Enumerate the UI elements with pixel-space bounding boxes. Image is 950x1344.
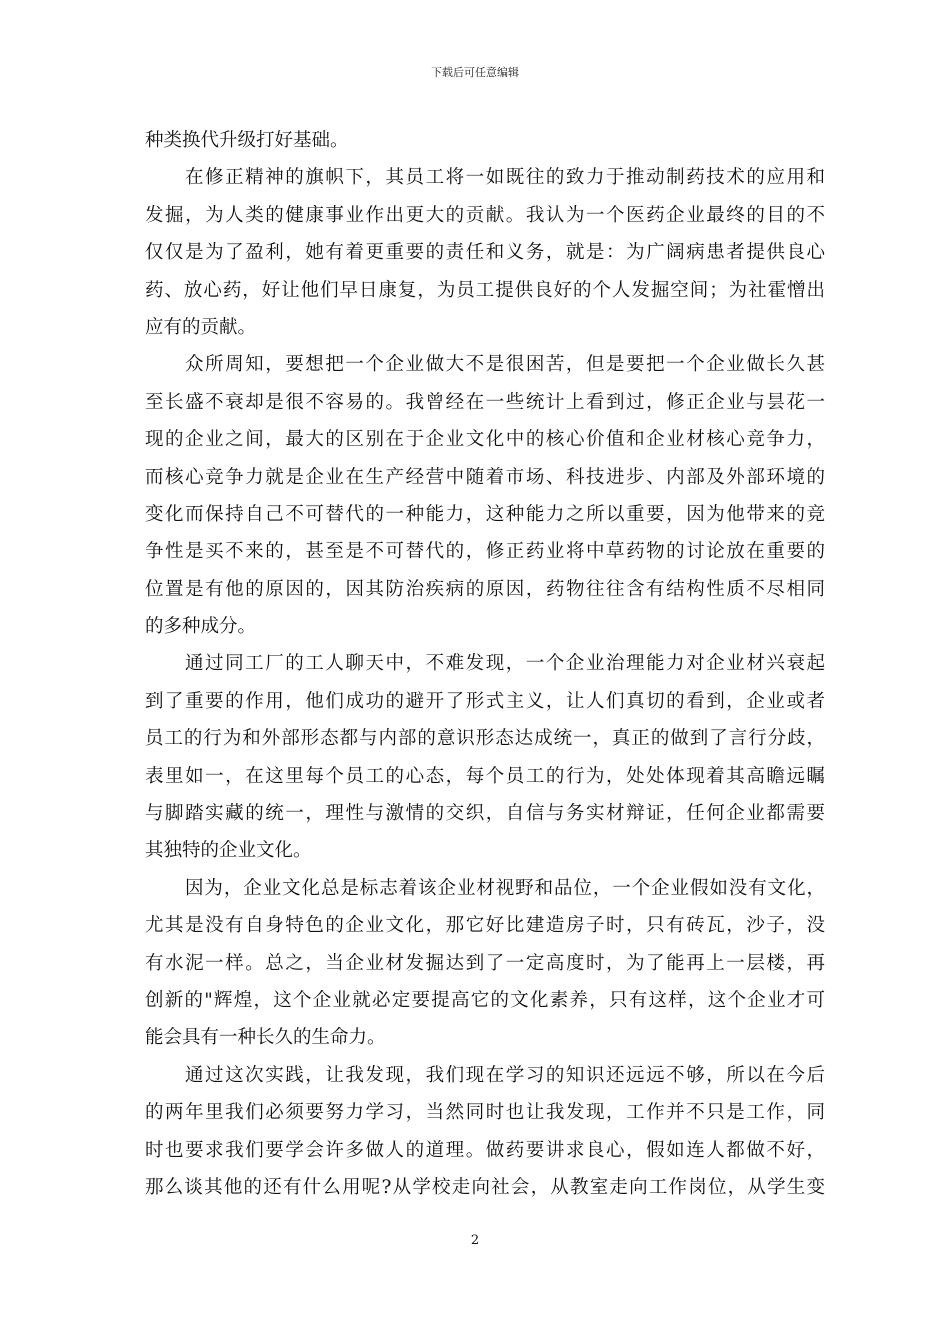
text-line: 众所周知，要想把一个企业做大不是很困苦，但是要把一个企业做长久甚 <box>185 354 825 376</box>
text-line: 表里如一，在这里每个员工的心态，每个员工的行为，处处体现着其高瞻远瞩 <box>145 765 825 787</box>
text-line: 因为，企业文化总是标志着该企业材视野和品位，一个企业假如没有文化， <box>185 877 825 899</box>
text-line: 那么谈其他的还有什么用呢?从学校走向社会，从教室走向工作岗位，从学生变 <box>145 1176 825 1198</box>
page-number: 2 <box>470 1233 480 1248</box>
text-line: 的多种成分。 <box>145 616 257 638</box>
page-header: 下载后可任意编辑 <box>431 66 519 79</box>
text-line: 创新的"辉煌，这个企业就必定要提高它的文化素养，只有这样，这个企业才可 <box>145 989 825 1011</box>
body-text <box>145 122 825 1206</box>
text-line: 位置是有他的原因的，因其防治疾病的原因，药物往往含有结构性质不尽相同 <box>145 578 825 600</box>
text-line: 药、放心药，好让他们早日康复，为员工提供良好的个人发掘空间；为社霍憎出 <box>145 279 825 301</box>
text-line: 发掘，为人类的健康事业作出更大的贡献。我认为一个医药企业最终的目的不 <box>145 204 825 226</box>
text-line: 员工的行为和外部形态都与内部的意识形态达成统一，真正的做到了言行分歧， <box>145 728 825 750</box>
text-line: 通过这次实践，让我发现，我们现在学习的知识还远远不够，所以在今后 <box>185 1064 825 1086</box>
text-line: 变化而保持自己不可替代的一种能力，这种能力之所以重要，因为他带来的竞 <box>145 503 825 525</box>
text-line: 能会具有一种长久的生命力。 <box>145 1027 386 1049</box>
text-line: 种类换代升级打好基础。 <box>145 130 349 151</box>
text-line: 尤其是没有自身特色的企业文化，那它好比建造房子时，只有砖瓦，沙子，没 <box>145 915 825 937</box>
text-line: 至长盛不衰却是很不容易的。我曾经在一些统计上看到过，修正企业与昙花一 <box>145 391 825 413</box>
text-line: 仅仅是为了盈利，她有着更重要的责任和义务，就是：为广阔病患者提供良心 <box>145 242 825 264</box>
text-line: 到了重要的作用，他们成功的避开了形式主义，让人们真切的看到，企业或者 <box>145 690 825 712</box>
text-line: 通过同工厂的工人聊天中，不难发现，一个企业治理能力对企业材兴衰起 <box>185 653 825 675</box>
text-line: 而核心竞争力就是企业在生产经营中随着市场、科技进步、内部及外部环境的 <box>145 466 825 488</box>
text-line: 与脚踏实藏的统一，理性与激情的交织，自信与务实材辩证，任何企业都需要 <box>145 803 825 825</box>
text-line: 时也要求我们要学会许多做人的道理。做药要讲求良心，假如连人都做不好， <box>145 1139 825 1161</box>
text-line: 争性是买不来的，甚至是不可替代的，修正药业将中草药物的讨论放在重要的 <box>145 541 825 563</box>
text-line: 其独特的企业文化。 <box>145 840 312 862</box>
text-line: 有水泥一样。总之，当企业材发掘达到了一定高度时，为了能再上一层楼，再 <box>145 952 825 974</box>
text-line: 应有的贡献。 <box>145 316 257 338</box>
text-line: 在修正精神的旗帜下，其员工将一如既往的致力于推动制药技术的应用和 <box>185 167 825 189</box>
text-line: 现的企业之间，最大的区别在于企业文化中的核心价值和企业材核心竞争力， <box>145 429 825 451</box>
text-line: 的两年里我们必须要努力学习，当然同时也让我发现，工作并不只是工作，同 <box>145 1102 825 1124</box>
